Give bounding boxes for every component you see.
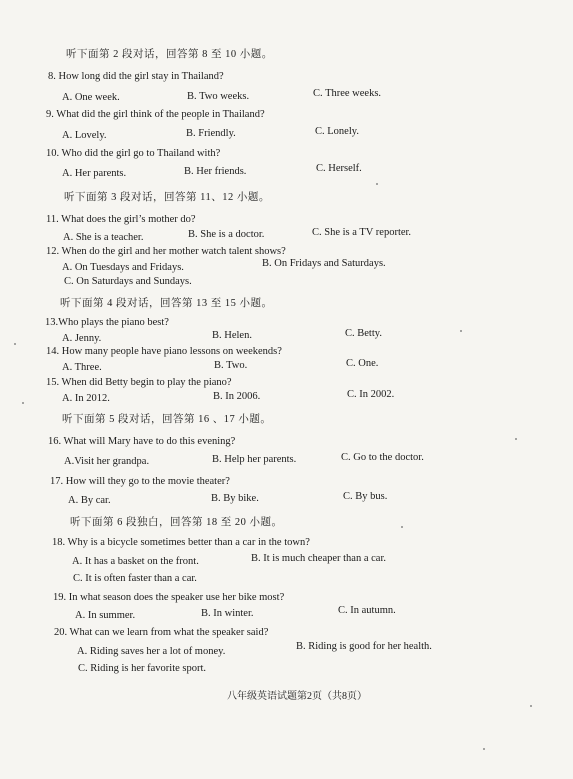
option-c: C. On Saturdays and Sundays. (64, 276, 192, 287)
option-c: C. It is often faster than a car. (73, 573, 197, 584)
option-a: A. By car. (68, 495, 111, 506)
section-heading: 听下面第 5 段对话，回答第 16 、17 小题。 (62, 414, 272, 425)
option-a: A. In summer. (75, 610, 136, 621)
option-b: B. Two weeks. (187, 91, 250, 102)
question-text: 17. How will they go to the movie theater? (50, 476, 230, 487)
option-b: B. In winter. (201, 608, 254, 619)
option-c: C. Betty. (345, 328, 382, 339)
scan-speck (401, 526, 403, 528)
option-c: C. Lonely. (315, 126, 359, 137)
question-text: 13.Who plays the piano best? (45, 317, 169, 328)
option-a: A. It has a basket on the front. (72, 556, 199, 567)
option-a: A. Three. (62, 362, 102, 373)
option-a: A. Her parents. (62, 168, 127, 179)
question-text: 16. What will Mary have to do this evening? (48, 436, 236, 447)
option-a: A. On Tuesdays and Fridays. (62, 262, 184, 273)
section-heading: 听下面第 2 段对话，回答第 8 至 10 小题。 (66, 49, 273, 60)
option-a: A. Riding saves her a lot of money. (77, 646, 226, 657)
question-text: 18. Why is a bicycle sometimes better than a car in the town? (52, 537, 310, 548)
option-c: C. Riding is her favorite sport. (78, 663, 207, 674)
option-c: C. Three weeks. (313, 88, 382, 99)
option-c: C. In 2002. (347, 389, 395, 400)
option-a: A. One week. (62, 92, 120, 103)
option-b: B. Two. (214, 360, 248, 371)
option-c: C. In autumn. (338, 605, 396, 616)
option-a: A. Lovely. (62, 130, 107, 141)
question-text: 12. When do the girl and her mother watch talent shows? (46, 246, 286, 257)
section-heading: 听下面第 4 段对话，回答第 13 至 15 小题。 (60, 298, 273, 309)
option-b: B. Her friends. (184, 166, 247, 177)
option-c: C. Go to the doctor. (341, 452, 424, 463)
option-b: B. By bike. (211, 493, 259, 504)
option-b: B. On Fridays and Saturdays. (262, 258, 386, 269)
option-b: B. In 2006. (213, 391, 261, 402)
question-text: 10. Who did the girl go to Thailand with? (46, 148, 221, 159)
page-footer: 八年级英语试题第2页（共8页） (227, 691, 367, 702)
option-a: A. She is a teacher. (63, 232, 144, 243)
option-b: B. It is much cheaper than a car. (251, 553, 386, 564)
scan-speck (22, 402, 24, 404)
option-c: C. Herself. (316, 163, 362, 174)
option-b: B. Helen. (212, 330, 252, 341)
option-b: B. Help her parents. (212, 454, 297, 465)
scan-speck (14, 343, 16, 345)
option-b: B. Friendly. (186, 128, 236, 139)
option-c: C. By bus. (343, 491, 388, 502)
section-heading: 听下面第 6 段独白，回答第 18 至 20 小题。 (70, 517, 283, 528)
question-text: 9. What did the girl think of the people in Thailand? (46, 109, 265, 120)
question-text: 19. In what season does the speaker use her bike most? (53, 592, 285, 603)
option-c: C. She is a TV reporter. (312, 227, 412, 238)
option-b: B. She is a doctor. (188, 229, 265, 240)
section-heading: 听下面第 3 段对话，回答第 11、12 小题。 (64, 192, 270, 203)
option-c: C. One. (346, 358, 379, 369)
option-a: A.Visit her grandpa. (64, 456, 150, 467)
question-text: 15. When did Betty begin to play the piano? (46, 377, 232, 388)
scan-speck (530, 705, 532, 707)
option-a: A. Jenny. (62, 333, 102, 344)
scan-speck (515, 438, 517, 440)
scan-speck (376, 183, 378, 185)
option-b: B. Riding is good for her health. (296, 641, 432, 652)
question-text: 14. How many people have piano lessons on weekends? (46, 346, 282, 357)
question-text: 20. What can we learn from what the speaker said? (54, 627, 269, 638)
scan-speck (460, 330, 462, 332)
option-a: A. In 2012. (62, 393, 110, 404)
question-text: 11. What does the girl’s mother do? (46, 214, 196, 225)
question-text: 8. How long did the girl stay in Thailand? (48, 71, 224, 82)
scan-speck (483, 748, 485, 750)
